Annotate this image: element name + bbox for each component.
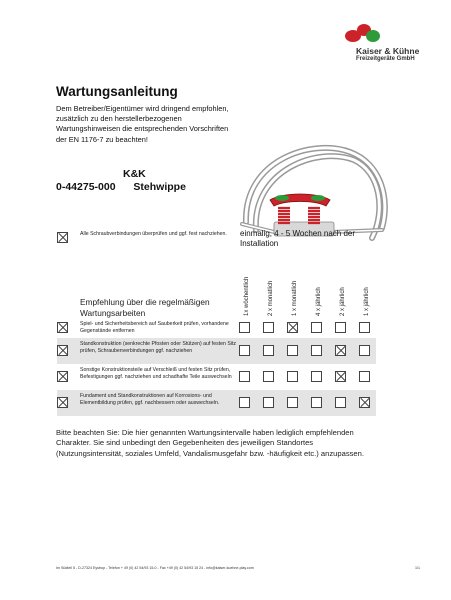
row-task-text: Sonstige Konstruktionsteile auf Verschleiß und festen Sitz prüfen, Befestigungen ggf. nachziehen und schadhafte Teile auswechseln <box>80 367 232 380</box>
row-task-text: Spiel- und Sicherheitsbereich auf Sauberkeit prüfen, vorhandene Gegenstände entfernen <box>80 321 229 334</box>
column-header: 2 x jährlich <box>340 287 346 316</box>
row-lead-checkbox[interactable] <box>57 371 68 382</box>
maintenance-row <box>57 364 376 390</box>
section-title: Empfehlung über die regelmäßigen Wartungsarbeiten <box>80 297 210 318</box>
interval-checkbox[interactable] <box>359 345 370 356</box>
column-header: 1x wöchentlich <box>244 276 250 316</box>
logo-company-name: Kaiser & Kühne <box>356 46 420 56</box>
interval-checkbox[interactable] <box>263 397 274 408</box>
row-task-text: Fundament und Standkonstruktionen auf Korrosions- und Elementbildung prüfen, ggf. nachbessern oder auswechseln. <box>80 393 220 406</box>
interval-checkbox[interactable] <box>287 371 298 382</box>
maintenance-row <box>57 390 376 416</box>
row-task-text: Standkonstruktion (senkrechte Pfosten oder Stützen) auf festen Sitz prüfen, Schraubenverbindungen ggf. nachziehen <box>80 341 236 354</box>
interval-checkbox[interactable] <box>311 371 322 382</box>
interval-checkbox[interactable] <box>335 371 346 382</box>
maintenance-row <box>57 318 376 338</box>
interval-checkbox[interactable] <box>239 397 250 408</box>
column-header: 4 x jährlich <box>316 287 322 316</box>
brand-label: K&K <box>123 168 146 180</box>
article-line <box>56 181 186 193</box>
interval-checkbox[interactable] <box>263 371 274 382</box>
logo-company-subtitle: Freizeitgeräte GmbH <box>356 56 415 62</box>
logo-green-leaf <box>366 30 380 42</box>
article-number: 0-44275-000 <box>56 181 116 193</box>
interval-checkbox[interactable] <box>359 397 370 408</box>
row-lead-checkbox[interactable] <box>57 345 68 356</box>
spring-left <box>278 208 290 223</box>
page-title: Wartungsanleitung <box>56 84 178 99</box>
interval-checkbox[interactable] <box>311 397 322 408</box>
product-image-stehwippe <box>222 130 397 245</box>
footer-address: Im Südteil 5 - D-27324 Eystrup - Telefon + 49 (0) 42 54/93 15-0 - Fax +49 (0) 42 54/93 15 24 - info@kaiser-kuehne-play.com <box>56 566 254 570</box>
row-lead-checkbox[interactable] <box>57 322 68 333</box>
interval-checkbox[interactable] <box>239 345 250 356</box>
column-header: 1 x jährlich <box>364 287 370 316</box>
interval-checkbox[interactable] <box>359 371 370 382</box>
foot-pad-right <box>311 195 325 201</box>
column-header: 1 x monatlich <box>292 280 298 316</box>
onetime-task-text: Alle Schraubverbindungen überprüfen und ggf. fest nachziehen. <box>80 231 227 237</box>
interval-checkbox[interactable] <box>311 345 322 356</box>
interval-checkbox[interactable] <box>335 345 346 356</box>
interval-checkbox[interactable] <box>287 322 298 333</box>
interval-checkbox[interactable] <box>239 322 250 333</box>
maintenance-row <box>57 338 376 364</box>
interval-checkbox[interactable] <box>287 345 298 356</box>
interval-checkbox[interactable] <box>359 322 370 333</box>
intro-text: Dem Betreiber/Eigentümer wird dringend empfohlen, zusätzlich zu den herstellerbezogenen Wartungshinweisen die entsprechenden Vorschriften der EN 1176-7 zu beachten! <box>56 104 229 144</box>
interval-checkbox[interactable] <box>287 397 298 408</box>
spring-right <box>308 208 320 223</box>
row-lead-checkbox[interactable] <box>57 397 68 408</box>
company-logo <box>340 20 440 70</box>
interval-checkbox[interactable] <box>239 371 250 382</box>
disclaimer-text: Bitte beachten Sie: Die hier genannten Wartungsintervalle haben lediglich empfehlenden Charakter. Sie sind unbedingt den Gegebenheiten des jeweiligen Standortes (Nutzungsintensität, soziales Umfeld, Vandalismusgefahr bzw. -häufigkeit etc.) anzupassen. <box>56 428 364 458</box>
page-number: 1/1 <box>415 566 420 570</box>
interval-checkbox[interactable] <box>335 322 346 333</box>
column-header: 2 x monatlich <box>268 280 274 316</box>
onetime-checkbox[interactable] <box>57 232 68 243</box>
onetime-interval-label: einmalig, 4 - 5 Wochen nach der Installation <box>240 229 356 248</box>
article-name: Stehwippe <box>133 181 186 193</box>
interval-checkbox[interactable] <box>335 397 346 408</box>
interval-checkbox[interactable] <box>263 345 274 356</box>
interval-checkbox[interactable] <box>263 322 274 333</box>
foot-pad-left <box>275 195 289 201</box>
interval-checkbox[interactable] <box>311 322 322 333</box>
